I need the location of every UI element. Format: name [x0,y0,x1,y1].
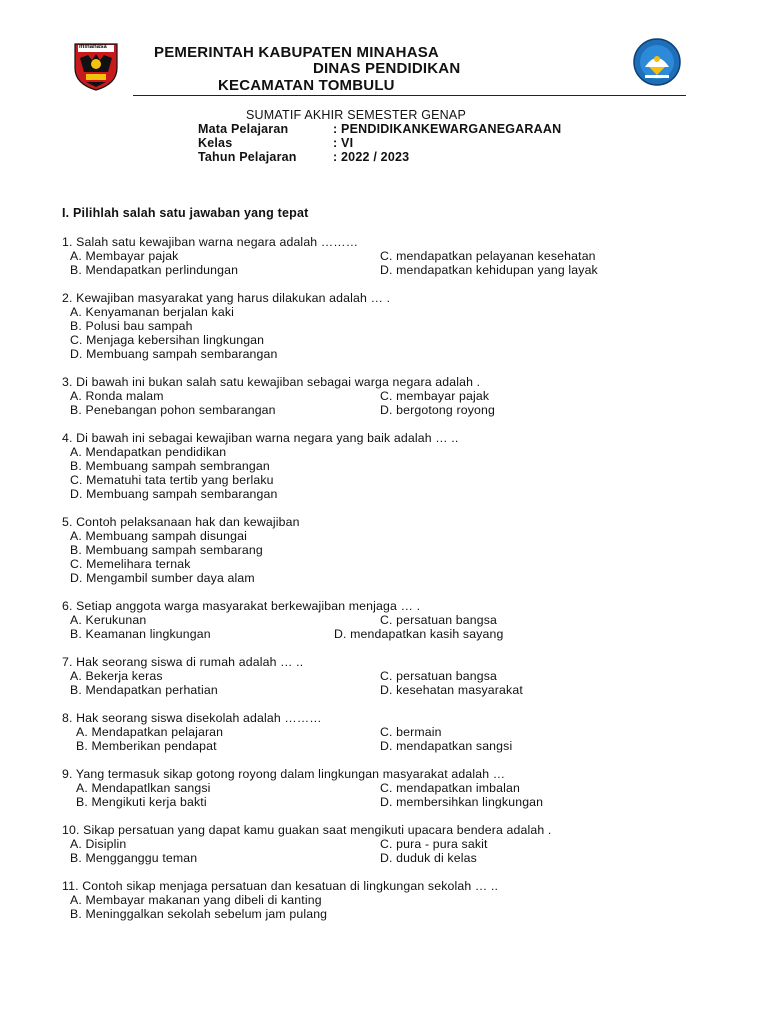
q2-option-d: D. Membuang sampah sembarangan [70,347,278,361]
q10-option-b: B. Mengganggu teman [70,851,198,865]
q2-option-b: B. Polusi bau sampah [70,319,193,333]
subject-value: : PENDIDIKANKEWARGANEGARAAN [333,122,562,136]
q4-option-a: A. Mendapatkan pendidikan [70,445,227,459]
class-label: Kelas [198,136,233,150]
header-government: PEMERINTAH KABUPATEN MINAHASA [154,44,439,61]
q3-option-b: B. Penebangan pohon sembarangan [70,403,276,417]
q7-option-c: C. persatuan bangsa [380,669,498,683]
logo-text: minahasa [79,44,107,50]
q10-option-a: A. Disiplin [70,837,127,851]
q3-option-d: D. bergotong royong [380,403,495,417]
q5-option-b: B. Membuang sampah sembarang [70,543,263,557]
q10-option-d: D. duduk di kelas [380,851,477,865]
q8-option-d: D. mendapatkan sangsi [380,739,513,753]
q1-option-d: D. mendapatkan kehidupan yang layak [380,263,598,277]
q9-option-d: D. membersihkan lingkungan [380,795,544,809]
q2-option-c: C. Menjaga kebersihan lingkungan [70,333,265,347]
q1-option-c: C. mendapatkan pelayanan kesehatan [380,249,596,263]
question-10: 10. Sikap persatuan yang dapat kamu guakan saat mengikuti upacara bendera adalah . [62,823,552,837]
q6-option-c: C. persatuan bangsa [380,613,498,627]
q7-option-d: D. kesehatan masyarakat [380,683,523,697]
question-5: 5. Contoh pelaksanaan hak dan kewajiban [62,515,300,529]
tut-wuri-handayani-logo [631,37,683,87]
q9-option-c: C. mendapatkan imbalan [380,781,521,795]
q4-option-b: B. Membuang sampah sembrangan [70,459,270,473]
question-6: 6. Setiap anggota warga masyarakat berkewajiban menjaga … . [62,599,421,613]
question-7: 7. Hak seorang siswa di rumah adalah … .. [62,655,304,669]
year-value: : 2022 / 2023 [333,150,410,164]
q4-option-d: D. Membuang sampah sembarangan [70,487,278,501]
subject-label: Mata Pelajaran [198,122,289,136]
q8-option-c: C. bermain [380,725,442,739]
q8-option-b: B. Memberikan pendapat [76,739,217,753]
header-district: KECAMATAN TOMBULU [218,77,395,94]
q8-option-a: A. Mendapatkan pelajaran [76,725,224,739]
q4-option-c: C. Mematuhi tata tertib yang berlaku [70,473,274,487]
header-divider [133,95,686,96]
question-3: 3. Di bawah ini bukan salah satu kewajiban sebagai warga negara adalah . [62,375,481,389]
q6-option-d: D. mendapatkan kasih sayang [334,627,504,641]
question-4: 4. Di bawah ini sebagai kewajiban warna negara yang baik adalah … .. [62,431,459,445]
q3-option-c: C. membayar pajak [380,389,490,403]
q1-option-b: B. Mendapatkan perlindungan [70,263,239,277]
question-9: 9. Yang termasuk sikap gotong royong dalam lingkungan masyarakat adalah … [62,767,506,781]
q5-option-d: D. Mengambil sumber daya alam [70,571,255,585]
q6-option-a: A. Kerukunan [70,613,147,627]
q11-option-b: B. Meninggalkan sekolah sebelum jam pulang [70,907,328,921]
q6-option-b: B. Keamanan lingkungan [70,627,211,641]
minahasa-crest-logo [72,38,120,92]
question-8: 8. Hak seorang siswa disekolah adalah ……… [62,711,322,725]
q7-option-a: A. Bekerja keras [70,669,163,683]
q5-option-a: A. Membuang sampah disungai [70,529,247,543]
q11-option-a: A. Membayar makanan yang dibeli di kanting [70,893,322,907]
header-department: DINAS PENDIDIKAN [313,60,461,77]
section-title: I. Pilihlah salah satu jawaban yang tepat [62,206,309,220]
year-label: Tahun Pelajaran [198,150,297,164]
q2-option-a: A. Kenyamanan berjalan kaki [70,305,235,319]
q10-option-c: C. pura - pura sakit [380,837,488,851]
question-2: 2. Kewajiban masyarakat yang harus dilakukan adalah … . [62,291,391,305]
q9-option-b: B. Mengikuti kerja bakti [76,795,207,809]
q9-option-a: A. Mendapatlkan sangsi [76,781,211,795]
q7-option-b: B. Mendapatkan perhatian [70,683,218,697]
exam-title: SUMATIF AKHIR SEMESTER GENAP [246,108,466,122]
question-1: 1. Salah satu kewajiban warna negara adalah ……… [62,235,359,249]
q1-option-a: A. Membayar pajak [70,249,179,263]
q3-option-a: A. Ronda malam [70,389,164,403]
class-value: : VI [333,136,354,150]
q5-option-c: C. Memelihara ternak [70,557,191,571]
question-11: 11. Contoh sikap menjaga persatuan dan kesatuan di lingkungan sekolah … .. [62,879,499,893]
